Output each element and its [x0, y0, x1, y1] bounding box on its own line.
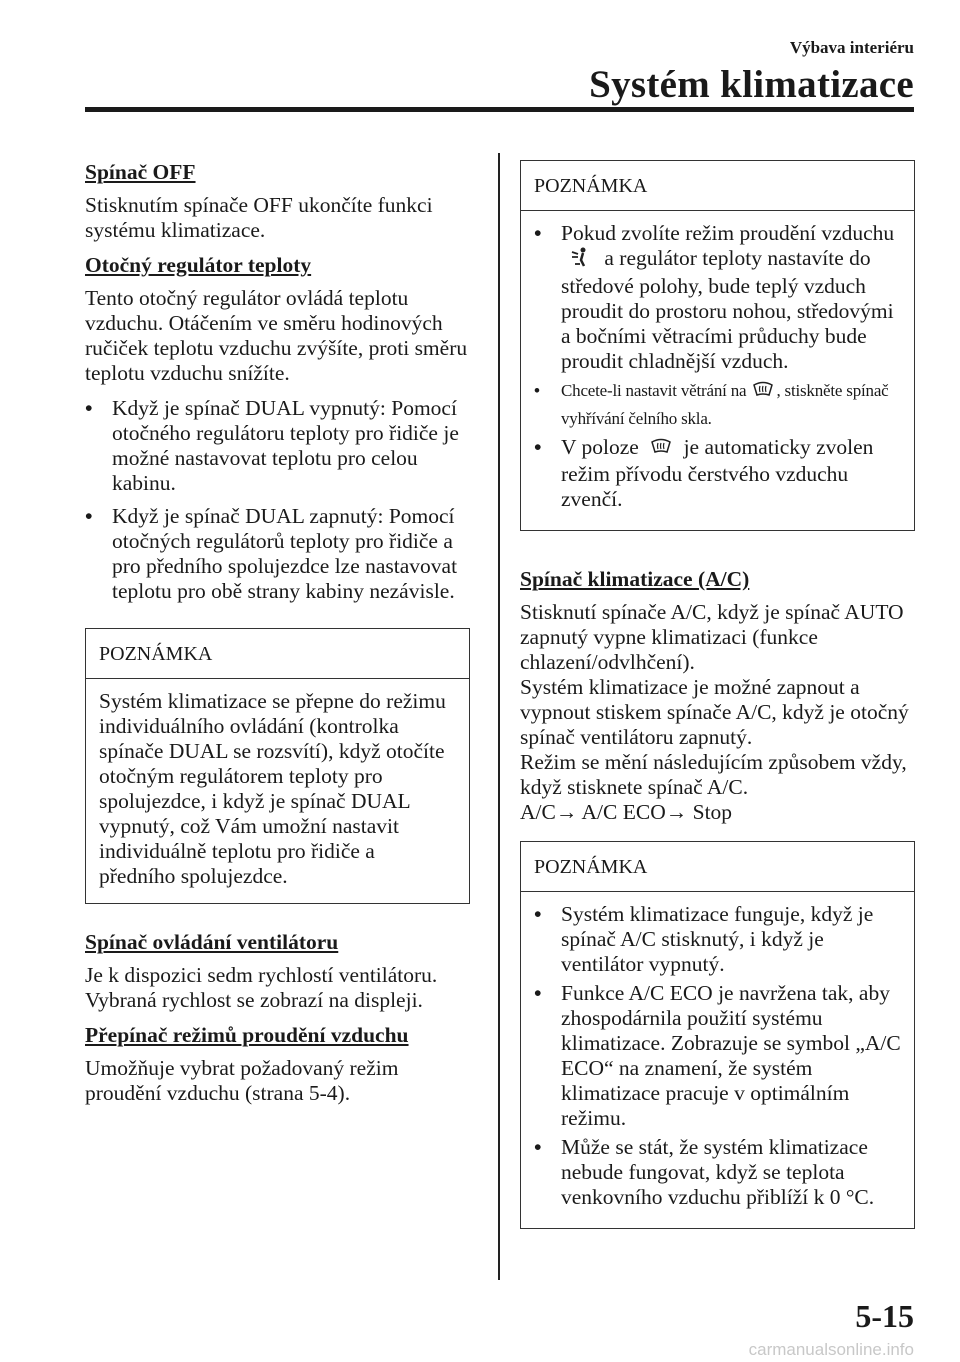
heading-fan-switch: Spínač ovládání ventilátoru	[85, 930, 339, 954]
floor-face-airflow-icon	[569, 246, 591, 274]
list-item	[534, 981, 901, 1131]
bullet: •	[534, 901, 542, 926]
bullet-text: je automaticky zvolen režim přívodu čerstvého vzduchu zvenčí.	[561, 434, 874, 511]
heading-airflow-mode: Přepínač režimů proudění vzduchu	[85, 1023, 409, 1047]
bullet: •	[534, 1134, 542, 1159]
airflow-mode-text: Umožňuje vybrat požadovaný režim proudění vzduchu (strana 5-4).	[85, 1056, 399, 1105]
windshield-defrost-icon	[752, 379, 774, 406]
bullet: •	[85, 504, 93, 528]
bullet-text: , stiskněte spínač vyhřívání čelního skla.	[561, 381, 889, 428]
note-box	[85, 628, 470, 904]
note-title: POZNÁMKA	[521, 161, 914, 211]
bullet-text: Systém klimatizace funguje, když je spínač A/C stisknutý, i když je ventilátor vypnutý.	[561, 901, 874, 976]
section-label: Výbava interiéru	[789, 38, 914, 57]
right-column	[520, 160, 915, 1247]
header-rule	[85, 107, 914, 112]
bullet-text: Funkce A/C ECO je navržena tak, aby zhospodárnila použití systému klimatizace. Zobrazuje se symbol „A/C ECO“ na znamení, že systém klimatizace pracuje v optimálním režimu.	[561, 980, 901, 1130]
note-box	[520, 160, 915, 531]
bullet: •	[534, 434, 542, 459]
list-item	[534, 378, 901, 431]
list-item	[85, 396, 470, 496]
left-column	[85, 160, 470, 1116]
bullet: •	[534, 221, 542, 245]
note-title: POZNÁMKA	[521, 842, 914, 892]
fan-switch-text: Je k dispozici sedm rychlostí ventilátoru. Vybraná rychlost se zobrazí na displeji.	[85, 963, 438, 1012]
page-number: 5-15	[855, 1298, 914, 1334]
bullet-text: V poloze	[561, 434, 639, 459]
list-item	[534, 1135, 901, 1210]
list-item	[85, 504, 470, 604]
watermark: carmanualsonline.info	[748, 1340, 914, 1359]
bullet-text: Pokud zvolíte režim proudění vzduchu	[561, 221, 895, 245]
off-switch-text: Stisknutím spínače OFF ukončíte funkci systému klimatizace.	[85, 193, 433, 242]
list-item	[534, 902, 901, 977]
bullet-text: a regulátor teploty nastavíte do středové polohy, bude teplý vzduch proudit do prostoru nohou, středovými a bočními větracími průduchy bude proudit chladnější vzduch.	[561, 246, 894, 374]
temperature-dial-text: Tento otočný regulátor ovládá teplotu vzduchu. Otáčením ve směru hodinových ručiček teplotu vzduchu zvýšíte, proti směru teplotu vzduchu snížíte.	[85, 286, 468, 385]
ac-text: Systém klimatizace je možné zapnout a vypnout stiskem spínače A/C, když je otočný spínač ventilátoru zapnutý.	[520, 674, 909, 749]
page-title: Systém klimatizace	[589, 63, 914, 106]
bullet: •	[85, 396, 93, 420]
list-item	[534, 221, 901, 374]
ac-text: Stisknutí spínače A/C, když je spínač AUTO zapnutý vypne klimatizaci (funkce chlazení/odvlhčení).	[520, 599, 904, 674]
column-divider	[498, 153, 500, 1280]
ac-mode-sequence: A/C→ A/C ECO→ Stop	[520, 799, 733, 824]
bullet: •	[534, 980, 542, 1005]
heading-ac-switch: Spínač klimatizace (A/C)	[520, 566, 750, 591]
heading-temperature-dial: Otočný regulátor teploty	[85, 253, 312, 277]
note-box	[520, 841, 915, 1229]
ac-text: Režim se mění následujícím způsobem vždy, když stisknete spínač A/C.	[520, 749, 907, 799]
list-item	[534, 435, 901, 512]
heading-off-switch: Spínač OFF	[85, 160, 196, 184]
bullet: •	[534, 381, 540, 401]
dual-bullets	[85, 396, 470, 604]
bullet-text: Chcete-li nastavit větrání na	[561, 381, 747, 401]
bullet-text: Může se stát, že systém klimatizace nebude fungovat, když se teplota venkovního vzduchu přiblíží k 0 °C.	[561, 1134, 875, 1209]
note-title: POZNÁMKA	[86, 629, 469, 679]
bullet-text: Když je spínač DUAL vypnutý: Pomocí otočného regulátoru teploty pro řidiče je možné nastavovat teplotu pro celou kabinu.	[112, 396, 459, 495]
note-text: Systém klimatizace se přepne do režimu individuálního ovládání (kontrolka spínače DUAL se rozsvítí), když otočíte otočným regulátorem teploty pro spolujezdce, i když je spínač DUAL vypnutý, což Vám umožní nastavit individuálně teplotu pro řidiče a předního spolujezdce.	[99, 689, 446, 888]
windshield-defrost-icon	[650, 436, 672, 462]
bullet-text: Když je spínač DUAL zapnutý: Pomocí otočných regulátorů teploty pro řidiče a pro předního spolujezdce lze nastavovat teplotu pro obě strany kabiny nezávisle.	[112, 504, 458, 603]
